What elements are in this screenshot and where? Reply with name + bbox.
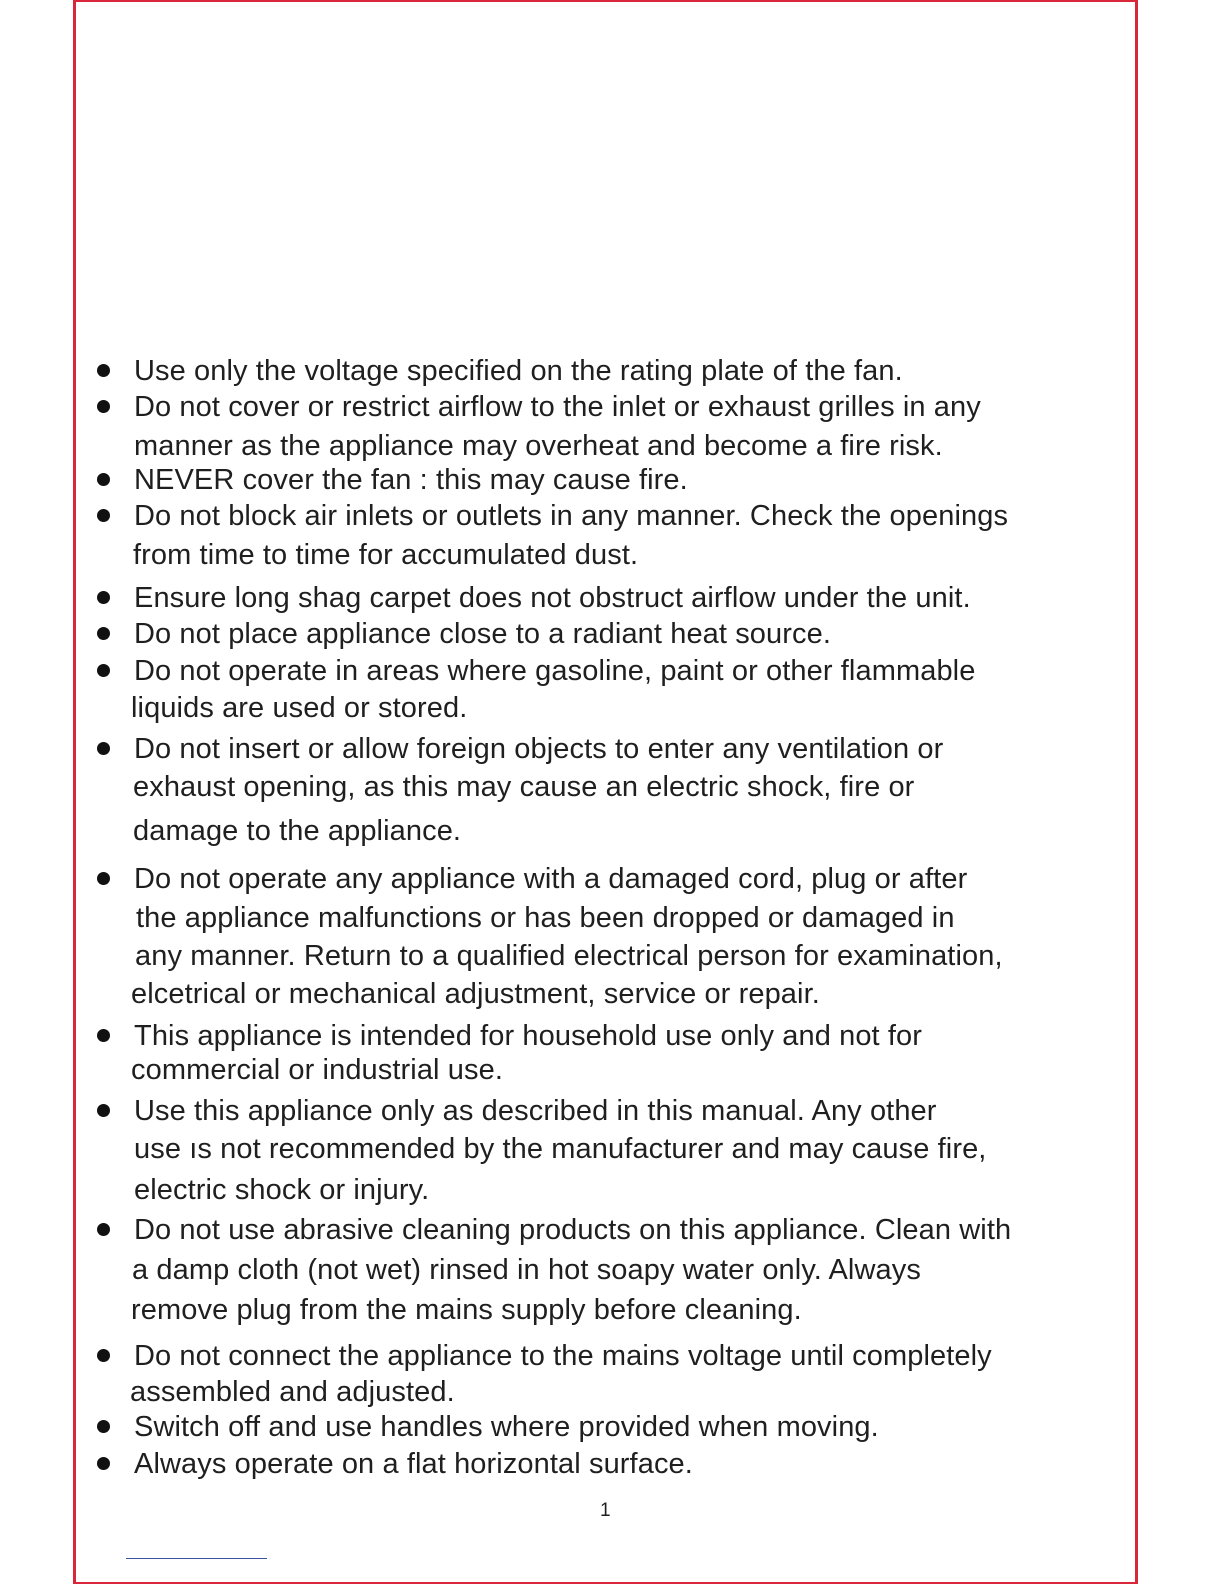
instruction-text-line: Do not operate in areas where gasoline, paint or other flammable bbox=[134, 655, 976, 687]
bullet-icon bbox=[97, 364, 110, 377]
bullet-icon bbox=[97, 872, 110, 885]
instruction-text-line: Do not place appliance close to a radiant heat source. bbox=[134, 618, 832, 650]
instruction-text-line: electric shock or injury. bbox=[134, 1174, 430, 1206]
bullet-icon bbox=[97, 1029, 110, 1042]
bullet-icon bbox=[97, 400, 110, 413]
bullet-icon bbox=[97, 664, 110, 677]
bullet-icon bbox=[97, 591, 110, 604]
instruction-text-line: any manner. Return to a qualified electrical person for examination, bbox=[135, 940, 1003, 972]
instruction-text-line: assembled and adjusted. bbox=[130, 1376, 455, 1408]
bullet-icon bbox=[97, 1457, 110, 1470]
instruction-text-line: commercial or industrial use. bbox=[131, 1054, 503, 1086]
instruction-text-line: remove plug from the mains supply before cleaning. bbox=[131, 1294, 802, 1326]
instruction-text-line: damage to the appliance. bbox=[133, 815, 462, 847]
instruction-text-line: a damp cloth (not wet) rinsed in hot soapy water only. Always bbox=[132, 1254, 921, 1286]
instruction-text-line: Do not operate any appliance with a damaged cord, plug or after bbox=[134, 863, 968, 895]
instruction-text-line: This appliance is intended for household use only and not for bbox=[134, 1020, 923, 1052]
instruction-text-line: the appliance malfunctions or has been dropped or damaged in bbox=[136, 902, 955, 934]
instruction-text-line: Do not connect the appliance to the mains voltage until completely bbox=[134, 1340, 992, 1372]
instruction-text-line: Ensure long shag carpet does not obstruct airflow under the unit. bbox=[134, 582, 971, 614]
instruction-text-line: Switch off and use handles where provided when moving. bbox=[134, 1411, 879, 1443]
instruction-text-line: exhaust opening, as this may cause an electric shock, fire or bbox=[133, 771, 915, 803]
instruction-text-line: Always operate on a flat horizontal surface. bbox=[134, 1448, 693, 1480]
instruction-text-line: from time to time for accumulated dust. bbox=[133, 539, 639, 571]
instruction-text-line: NEVER cover the fan : this may cause fire. bbox=[134, 464, 688, 496]
footnote-rule bbox=[126, 1558, 267, 1559]
instruction-text-line: Use this appliance only as described in this manual. Any other bbox=[134, 1095, 937, 1127]
bullet-icon bbox=[97, 1349, 110, 1362]
bullet-icon bbox=[97, 742, 110, 755]
page-number: 1 bbox=[600, 1500, 611, 1521]
instruction-text-line: liquids are used or stored. bbox=[131, 692, 468, 724]
instruction-text-line: manner as the appliance may overheat and become a fire risk. bbox=[134, 430, 943, 462]
instruction-text-line: Do not block air inlets or outlets in any manner. Check the openings bbox=[134, 500, 1009, 532]
instruction-text-line: use ıs not recommended by the manufacturer and may cause fire, bbox=[134, 1133, 987, 1165]
instruction-text-line: Do not cover or restrict airflow to the inlet or exhaust grilles in any bbox=[134, 391, 981, 423]
bullet-icon bbox=[97, 1223, 110, 1236]
bullet-icon bbox=[97, 627, 110, 640]
bullet-icon bbox=[97, 509, 110, 522]
bullet-icon bbox=[97, 1104, 110, 1117]
instruction-text-line: Do not insert or allow foreign objects to enter any ventilation or bbox=[134, 733, 944, 765]
instruction-text-line: Use only the voltage specified on the rating plate of the fan. bbox=[134, 355, 903, 387]
instruction-text-line: elcetrical or mechanical adjustment, service or repair. bbox=[131, 978, 820, 1010]
bullet-icon bbox=[97, 1420, 110, 1433]
instruction-text-line: Do not use abrasive cleaning products on this appliance. Clean with bbox=[134, 1214, 1012, 1246]
bullet-icon bbox=[97, 473, 110, 486]
